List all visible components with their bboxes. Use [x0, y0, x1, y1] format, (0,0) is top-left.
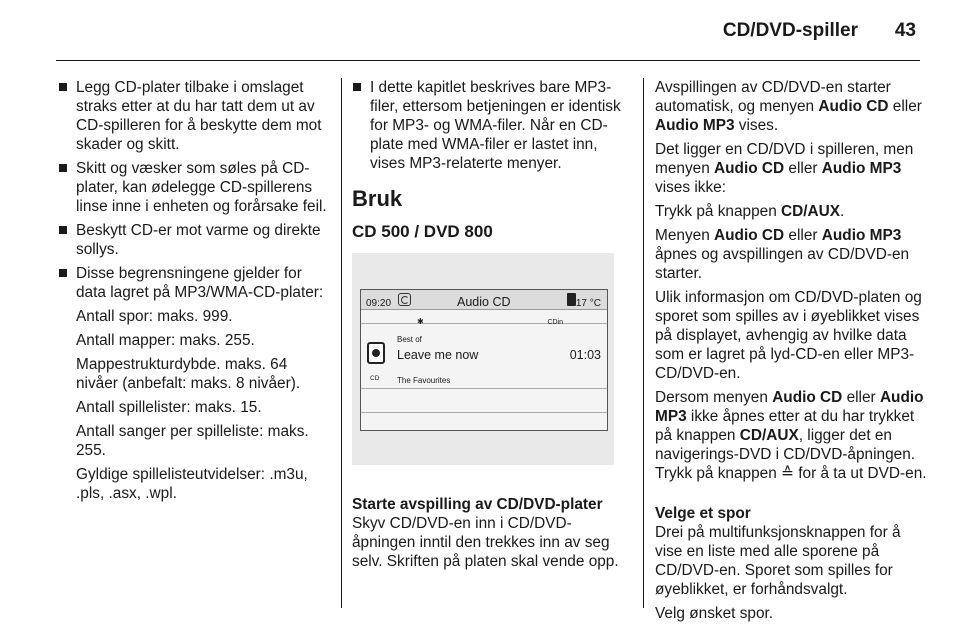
procedure-heading: Starte avspilling av CD/DVD-plater	[352, 496, 603, 513]
bullet-item: Legg CD-plater tilbake i omslaget straks etter at du har tatt dem ut av CD-spilleren for å beskytte dem mot skader og skitt.	[58, 78, 330, 154]
display-elapsed: 01:03	[569, 348, 601, 362]
paragraph: Det ligger en CD/DVD i spilleren, men menyen Audio CD eller Audio MP3 vises ikke:	[655, 141, 914, 196]
display-source-short: CD	[370, 375, 380, 382]
eject-icon: ≙	[781, 465, 794, 482]
paragraph: Menyen Audio CD eller Audio MP3 åpnes og avspillingen av CD/DVD-en starter.	[655, 227, 910, 282]
column-3	[655, 78, 927, 628]
paragraph: Drei på multifunksjonsknappen for å vise en liste med alle sporene på CD/DVD-en. Sporet som spilles for øyeblikket, er forhåndsvalgt.	[655, 524, 901, 598]
bluetooth-icon: ✱	[417, 317, 424, 326]
display-temperature: 17 °C	[575, 298, 601, 309]
paragraph: Trykk på knappen CD/AUX.	[655, 203, 845, 220]
limit-item: Gyldige spillelisteutvidelser: .m3u, .pls, .asx, .wpl.	[76, 466, 308, 502]
procedure-heading: Velge et spor	[655, 505, 751, 522]
paragraph: Avspillingen av CD/DVD-en starter automatisk, og menyen Audio CD eller Audio MP3 vises.	[655, 79, 922, 134]
bullet-item: Disse begrensningene gjelder for data lagret på MP3/WMA-CD-plater:	[58, 264, 330, 302]
display-divider	[361, 412, 607, 413]
display-info-bar	[361, 310, 607, 324]
display-track: Leave me now	[397, 348, 479, 362]
page-number: 43	[894, 20, 916, 41]
column-2	[352, 78, 634, 576]
page-header-title: CD/DVD-spiller	[722, 20, 858, 41]
column-1	[58, 78, 330, 508]
header-rule	[56, 60, 920, 61]
subsection-heading: CD 500 / DVD 800	[352, 222, 493, 241]
display-album: The Favourites	[397, 376, 451, 385]
bullet-item: I dette kapitlet beskrives bare MP3-filer, ettersom betjeningen er identisk for MP3- og WMA-filer. Når en CD-plate med WMA-filer er lastet inn, vises MP3-relaterte menyer.	[352, 78, 634, 173]
paragraph: Velg ønsket spor.	[655, 605, 774, 622]
paragraph: Dersom menyen Audio CD eller Audio MP3 ikke åpnes etter at du har trykket på knappen CD/AUX, ligger det en navigerings-DVD i CD/DVD-åpningen. Trykk på knappen ≙ for å ta ut DVD-en.	[655, 389, 927, 482]
limit-item: Mappestrukturdybde. maks. 64 nivåer (anbefalt: maks. 8 nivåer).	[76, 356, 301, 392]
paragraph: Skyv CD/DVD-en inn i CD/DVD-åpningen inntil den trekkes inn av seg selv. Skriften på platen skal vende opp.	[352, 515, 619, 570]
display-status-bar	[361, 290, 607, 310]
display-playlist: Best of	[397, 335, 422, 344]
display-screen	[360, 289, 608, 431]
limit-item: Antall mapper: maks. 255.	[76, 332, 255, 349]
paragraph: Ulik informasjon om CD/DVD-platen og sporet som spilles av i øyeblikket vises på displayet, avhengig av hvilke data som er lagret på lyd-CD-en eller MP3-CD/DVD-en.	[655, 289, 922, 382]
bullet-item: Beskytt CD-er mot varme og direkte sollys.	[58, 221, 330, 259]
column-divider-1	[341, 78, 342, 608]
display-divider	[361, 388, 607, 389]
display-clock: 09:20	[366, 298, 392, 309]
display-title: Audio CD	[457, 295, 511, 309]
refresh-icon	[398, 293, 411, 306]
bullet-item: Skitt og væsker som søles på CD-plater, kan ødelegge CD-spillerens linse inne i enheten og forårsake feil.	[58, 159, 330, 216]
limit-item: Antall spor: maks. 999.	[76, 308, 233, 325]
disc-icon	[367, 342, 385, 364]
display-source: CDin	[547, 319, 563, 326]
section-heading: Bruk	[352, 186, 403, 211]
limit-item: Antall sanger per spilleliste: maks. 255.	[76, 423, 309, 459]
column-divider-2	[643, 78, 644, 608]
phone-icon	[567, 293, 576, 306]
limit-item: Antall spillelister: maks. 15.	[76, 399, 262, 416]
display-illustration	[352, 253, 614, 465]
